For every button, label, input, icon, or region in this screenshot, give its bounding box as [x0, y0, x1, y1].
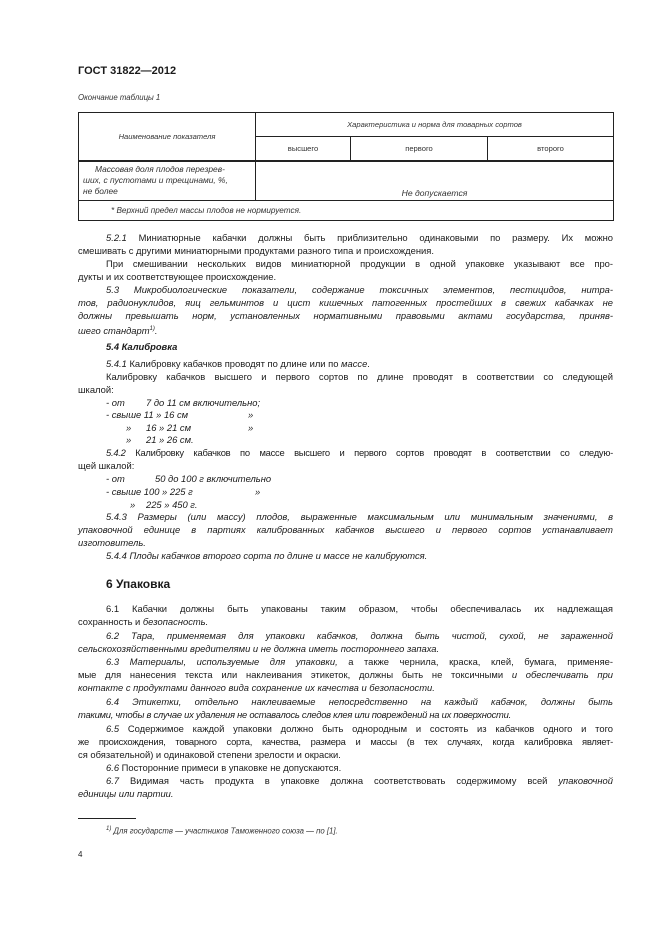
- list-item: »: [126, 434, 132, 445]
- footnote-divider: [78, 818, 136, 819]
- col-header-second: второго: [488, 137, 614, 161]
- row-value: Не допускается: [256, 161, 614, 201]
- list-item: »: [255, 486, 261, 497]
- text: Калибровку кабачков проводят по длине или по: [126, 358, 342, 369]
- text: Миниатюрные кабачки должны быть приблизительно одинаковыми по размеру. Их можно: [126, 232, 613, 243]
- footnote-text: Для государств — участников Таможенного союза — по [1].: [111, 826, 338, 836]
- text: Видимая часть продукта в упаковке должна соответствовать содержимому всей: [119, 775, 548, 786]
- para-number: 5.2.1: [106, 232, 127, 243]
- para-6-4: 6.4 Этикетки, отдельно наклеиваемые непосредственно на каждый кабачок, должны быть: [106, 696, 613, 707]
- text-line: упаковочной единице в партиях калиброванных кабачков высшего и первого сортов устанавливает: [78, 524, 613, 535]
- text: и обеспечивать при: [503, 669, 613, 680]
- text-line: смешивать с другими миниатюрными продуктами разного типа и происхождения.: [78, 245, 434, 256]
- col-header-name: Наименование показателя: [79, 113, 256, 161]
- list-item: - свыше 100 » 225 г: [106, 486, 193, 497]
- para-6-7: [78, 775, 613, 787]
- table-note: * Верхний предел массы плодов не нормируется.: [79, 201, 614, 221]
- list-item: - от: [106, 397, 125, 408]
- col-header-top: высшего: [256, 137, 351, 161]
- text: .: [154, 325, 158, 337]
- text-line: дукты и их соответствующее происхождение.: [78, 271, 277, 282]
- text-line: [78, 669, 613, 681]
- footnote: [106, 826, 338, 836]
- table-1: [78, 112, 614, 221]
- text-line: шкалой:: [78, 384, 114, 395]
- text: шего стандарт: [78, 325, 150, 337]
- text: Содержимое каждой упаковки должно быть однородным и состоять из кабачков одного и того: [119, 723, 613, 734]
- para-number: 5.4.2: [106, 447, 126, 458]
- para-5-2-1: [78, 232, 613, 244]
- para-6-5: [78, 723, 613, 735]
- text: Посторонние примеси в упаковке не допускаются.: [119, 762, 342, 773]
- col-header-first: первого: [351, 137, 488, 161]
- list-item: 225 » 450 г.: [146, 499, 198, 510]
- para-5-4-1: [78, 358, 613, 370]
- list-item: 7 до 11 см включительно;: [146, 397, 261, 408]
- text-line: щей шкалой:: [78, 460, 135, 471]
- text-line: [78, 616, 613, 628]
- text: безопасность.: [142, 616, 209, 627]
- text: а также чернила, краска, клей, бумага, применяе-: [337, 656, 613, 667]
- heading-6: 6 Упаковка: [106, 577, 171, 591]
- text-line: такими, чтобы в случае их удаления не оставалось следов клея или повреждений на их поверхности.: [78, 709, 511, 720]
- para-6-1: 6.1 Кабачки должны быть упакованы таким образом, чтобы обеспечивалась их надлежащая: [106, 603, 613, 614]
- text: 6.3 Материалы, используемые для упаковки,: [106, 656, 338, 667]
- row-name-line: ших, с пустотами и трещинами, %,: [83, 174, 228, 185]
- para-number: 5.4.1: [106, 358, 127, 369]
- footnote-ref: 1): [149, 326, 155, 332]
- list-item: 16 » 21 см: [146, 422, 191, 433]
- para-5-4-4: 5.4.4 Плоды кабачков второго сорта по длине и массе не калибруются.: [106, 550, 428, 561]
- para-6-2: 6.2 Тара, применяемая для упаковки кабачков, должна быть чистой, сухой, не зараженной: [106, 630, 613, 641]
- text: массе: [341, 358, 368, 369]
- text-line: же происхождения, товарного сорта, качества, размера и массы (в тех случаях, когда калибровка являет-: [78, 736, 613, 747]
- text-line: контакте с продуктами данного вида сохранение их качества и безопасности.: [78, 682, 435, 693]
- list-item: »: [130, 499, 136, 510]
- row-name-line: Массовая доля плодов перезрев-: [95, 163, 225, 174]
- text: .: [367, 358, 370, 369]
- list-item: - свыше 11 » 16 см: [106, 409, 189, 420]
- text-line: сельскохозяйственными вредителями и не должна иметь постороннего запаха.: [78, 643, 440, 654]
- para-5-4-2: [78, 447, 613, 459]
- para-6-6: [78, 762, 613, 774]
- text-line: тов, радионуклидов, яиц гельминтов и цист кишечных патогенных простейших в свежих кабачках не: [78, 297, 613, 308]
- text-line: изготовитель.: [78, 537, 146, 548]
- text-line: ся обязательной) и одинаковой степени зрелости и окраски.: [78, 749, 341, 760]
- text-line: Калибровку кабачков высшего и первого сортов по длине проводят в соответствии со следующей: [106, 371, 613, 382]
- footnote-mark: 1): [106, 826, 112, 832]
- heading-5-4: 5.4 Калибровка: [106, 341, 178, 352]
- table-caption: Окончание таблицы 1: [78, 93, 161, 102]
- text-line: единицы или партии.: [78, 788, 174, 799]
- row-name: [79, 161, 256, 201]
- list-item: »: [126, 422, 132, 433]
- list-item: - от: [106, 473, 125, 484]
- row-name-line: не более: [83, 185, 118, 196]
- para-6-3: [78, 656, 613, 668]
- text: мые для нанесения текста или наклеивания этикеток, должны быть не токсичными: [78, 669, 504, 680]
- document-header: ГОСТ 31822—2012: [78, 65, 177, 77]
- list-item: »: [248, 409, 254, 420]
- text-line: должны превышать норм, установленных нормативными правовыми актами государства, приняв-: [78, 310, 613, 321]
- list-item: 21 » 26 см.: [146, 434, 194, 445]
- para-5-3: 5.3 Микробиологические показатели, содержание токсичных элементов, пестицидов, нитра-: [106, 284, 613, 295]
- page-number: 4: [78, 850, 83, 859]
- text-line: [78, 323, 613, 337]
- text: упаковочной: [547, 775, 613, 786]
- para-number: 6.7: [106, 775, 120, 786]
- para-number: 6.5: [106, 723, 120, 734]
- col-header-group: Характеристика и норма для товарных сортов: [256, 113, 614, 137]
- text-line: При смешивании нескольких видов миниатюрной продукции в одной упаковке указывают все про-: [106, 258, 613, 269]
- text: сохранность и: [78, 616, 143, 627]
- text: Калибровку кабачков по массе высшего и первого сортов проводят в соответствии со следую-: [125, 447, 613, 458]
- list-item: 50 до 100 г включительно: [155, 473, 272, 484]
- para-number: 6.6: [106, 762, 120, 773]
- para-5-4-3: 5.4.3 Размеры (или массу) плодов, выраженные максимальным или минимальным значениями, в: [106, 511, 613, 522]
- list-item: »: [248, 422, 254, 433]
